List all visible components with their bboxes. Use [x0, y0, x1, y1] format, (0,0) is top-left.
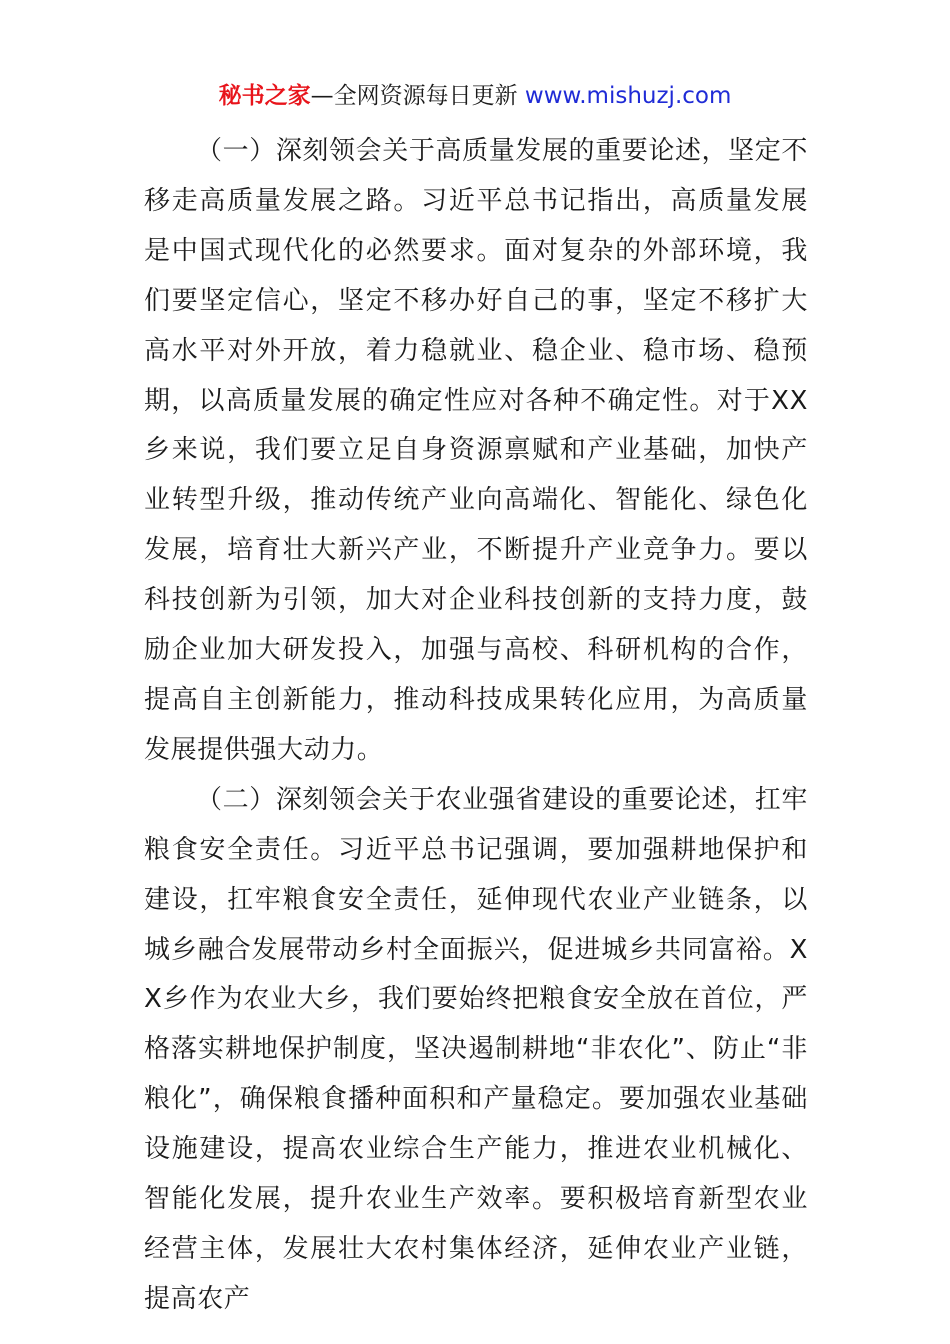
- paragraph-1: （一）深刻领会关于高质量发展的重要论述，坚定不移走高质量发展之路。习近平总书记指出，高质量发展是中国式现代化的必然要求。面对复杂的外部环境，我们要坚定信心，坚定不移办好自己的事，坚定不移扩大高水平对外开放，着力稳就业、稳企业、稳市场、稳预期，以高质量发展的确定性应对各种不确定性。对于XX乡来说，我们要立足自身资源禀赋和产业基础，加快产业转型升级，推动传统产业向高端化、智能化、绿色化发展，培育壮大新兴产业，不断提升产业竞争力。要以科技创新为引领，加大对企业科技创新的支持力度，鼓励企业加大研发投入，加强与高校、科研机构的合作，提高自主创新能力，推动科技成果转化应用，为高质量发展提供强大动力。: [144, 136, 808, 765]
- page-header: [0, 80, 950, 112]
- site-url-link[interactable]: www.mishuzj.com: [524, 83, 732, 109]
- brand-name: 秘书之家: [218, 83, 311, 109]
- document-body: [144, 127, 808, 1325]
- paragraph-2: （二）深刻领会关于农业强省建设的重要论述，扛牢粮食安全责任。习近平总书记强调，要加强耕地保护和建设，扛牢粮食安全责任，延伸现代农业产业链条，以城乡融合发展带动乡村全面振兴，促进城乡共同富裕。XX乡作为农业大乡，我们要始终把粮食安全放在首位，严格落实耕地保护制度，坚决遏制耕地“非农化”、防止“非粮化”，确保粮食播种面积和产量稳定。要加强农业基础设施建设，提高农业综合生产能力，推进农业机械化、智能化发展，提升农业生产效率。要积极培育新型农业经营主体，发展壮大农村集体经济，延伸农业产业链，提高农产: [144, 784, 808, 1314]
- header-tagline: —全网资源每日更新: [310, 83, 525, 109]
